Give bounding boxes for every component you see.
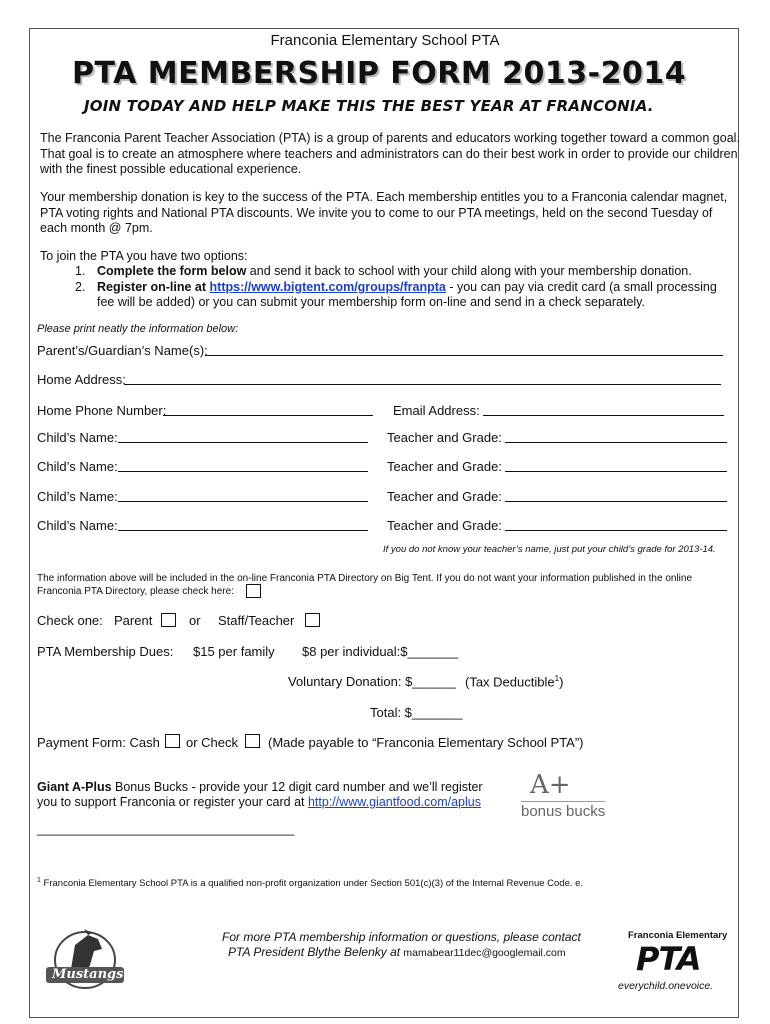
giant-line-2: you to support Franconia or register your card at http://www.giantfood.com/aplus — [37, 795, 481, 809]
teacher-grade-label: Teacher and Grade: — [387, 518, 502, 533]
giant-line-1: Giant A-Plus Bonus Bucks - provide your 12 digit card number and we’ll register — [37, 780, 483, 794]
email-field[interactable] — [483, 415, 724, 416]
email-label: Email Address: — [393, 403, 480, 418]
option-2: 2. Register on-line at https://www.bigtent.com/groups/franpta - you can pay via credit card (a small processing fee will be added) or you can submit your membership form on-line and send in a check separately. — [75, 280, 717, 309]
child-name-field[interactable] — [118, 471, 368, 472]
intro-paragraph-3: To join the PTA you have two options: — [40, 249, 248, 263]
bigtent-link[interactable]: https://www.bigtent.com/groups/franpta — [209, 280, 446, 294]
tax-deductible: (Tax Deductible$^1$) — [465, 674, 564, 690]
teacher-grade-label: Teacher and Grade: — [387, 459, 502, 474]
check-checkbox[interactable] — [245, 734, 260, 748]
directory-note-2: Franconia PTA Directory, please check here: — [37, 586, 234, 597]
horse-icon — [40, 925, 130, 995]
page-title: PTA MEMBERSHIP FORM 2013-2014 — [72, 56, 687, 91]
form-instruction: Please print neatly the information below: — [37, 323, 239, 335]
check-label: or Check — [186, 735, 239, 750]
bonus-bucks-logo: bonus bucks — [521, 803, 606, 820]
child-name-field[interactable] — [118, 530, 368, 531]
giant-link[interactable]: http://www.giantfood.com/aplus — [307, 795, 481, 809]
contact-line-1: For more PTA membership information or questions, please contact — [222, 930, 581, 944]
check-one-label: Check one: — [37, 613, 103, 628]
pta-logo-school: Franconia Elementary — [628, 930, 728, 941]
dues-individual: $8 per individual:$_______ — [302, 644, 459, 659]
home-address-label: Home Address: — [37, 372, 126, 387]
dues-family: $15 per family — [193, 644, 275, 659]
teacher-grade-field[interactable] — [505, 442, 727, 443]
child-name-field[interactable] — [118, 501, 368, 502]
contact-line-2: PTA President Blythe Belenky at mamabear11dec@googlemail.com — [228, 945, 566, 959]
aplus-logo-mark: A+ — [530, 770, 571, 800]
intro-paragraph-2: Your membership donation is key to the success of the PTA. Each membership entitles you to a Franconia calendar magnet, PTA voting rights and National PTA discounts. We invite you to come to our PTA meetings, held on the second Tuesday of each month @ 7pm. — [40, 190, 728, 235]
teacher-grade-field[interactable] — [505, 530, 727, 531]
staff-label: Staff/Teacher — [218, 613, 295, 628]
footnote: $^1$ Franconia Elementary School PTA is a qualified non-profit organization under Section 501(c)(3) of the Internal Revenue Code. e. — [37, 877, 584, 890]
pta-logo-tagline: everychild.onevoice. — [618, 980, 714, 992]
voluntary-donation: Voluntary Donation: $______ — [288, 674, 456, 689]
child-name-label: Child’s Name: — [37, 489, 118, 504]
teacher-note: If you do not know your teacher’s name, just put your child’s grade for 2013-14. — [383, 544, 716, 555]
teacher-grade-field[interactable] — [505, 501, 727, 502]
home-phone-field[interactable] — [163, 415, 373, 416]
page-subtitle: JOIN TODAY AND HELP MAKE THIS THE BEST YEAR AT FRANCONIA. — [84, 97, 654, 115]
home-phone-label: Home Phone Number: — [37, 403, 167, 418]
dues-label: PTA Membership Dues: — [37, 644, 174, 659]
child-name-label: Child’s Name: — [37, 430, 118, 445]
payment-label: Payment Form: Cash — [37, 735, 160, 750]
cash-checkbox[interactable] — [165, 734, 180, 748]
parent-name-field[interactable] — [205, 355, 723, 356]
mustangs-text: Mustangs — [52, 967, 124, 982]
total: Total: $_______ — [370, 705, 463, 720]
or-label: or — [189, 613, 201, 628]
child-name-label: Child’s Name: — [37, 459, 118, 474]
option-1: 1. Complete the form below and send it back to school with your child along with your membership donation. — [75, 264, 692, 278]
intro-paragraph-1: The Franconia Parent Teacher Association (PTA) is a group of parents and educators working together toward a common goal. That goal is to create an atmosphere where teachers and administrators can do their best work in order to provide our children with the finest possible educational experience. — [40, 131, 740, 176]
parent-label: Parent — [114, 613, 153, 628]
child-name-field[interactable] — [118, 442, 368, 443]
teacher-grade-label: Teacher and Grade: — [387, 430, 502, 445]
school-name: Franconia Elementary School PTA — [270, 32, 500, 49]
teacher-grade-label: Teacher and Grade: — [387, 489, 502, 504]
payment-note: (Made payable to “Franconia Elementary School PTA”) — [268, 735, 584, 750]
contact-email[interactable]: mamabear11dec@googlemail.com — [403, 947, 566, 959]
pta-logo-mark: PTA — [636, 940, 701, 978]
parent-checkbox[interactable] — [161, 613, 176, 627]
directory-note: The information above will be included in the on-line Franconia PTA Directory on Big Tent. If you do not want your information published in the online — [37, 573, 693, 584]
mustangs-logo — [40, 925, 130, 995]
directory-optout-checkbox[interactable] — [246, 584, 261, 598]
teacher-grade-field[interactable] — [505, 471, 727, 472]
giant-card-field[interactable]: _____________________________________ — [37, 822, 295, 836]
child-name-label: Child’s Name: — [37, 518, 118, 533]
staff-checkbox[interactable] — [305, 613, 320, 627]
parent-name-label: Parent’s/Guardian’s Name(s): — [37, 343, 208, 358]
home-address-field[interactable] — [124, 384, 721, 385]
